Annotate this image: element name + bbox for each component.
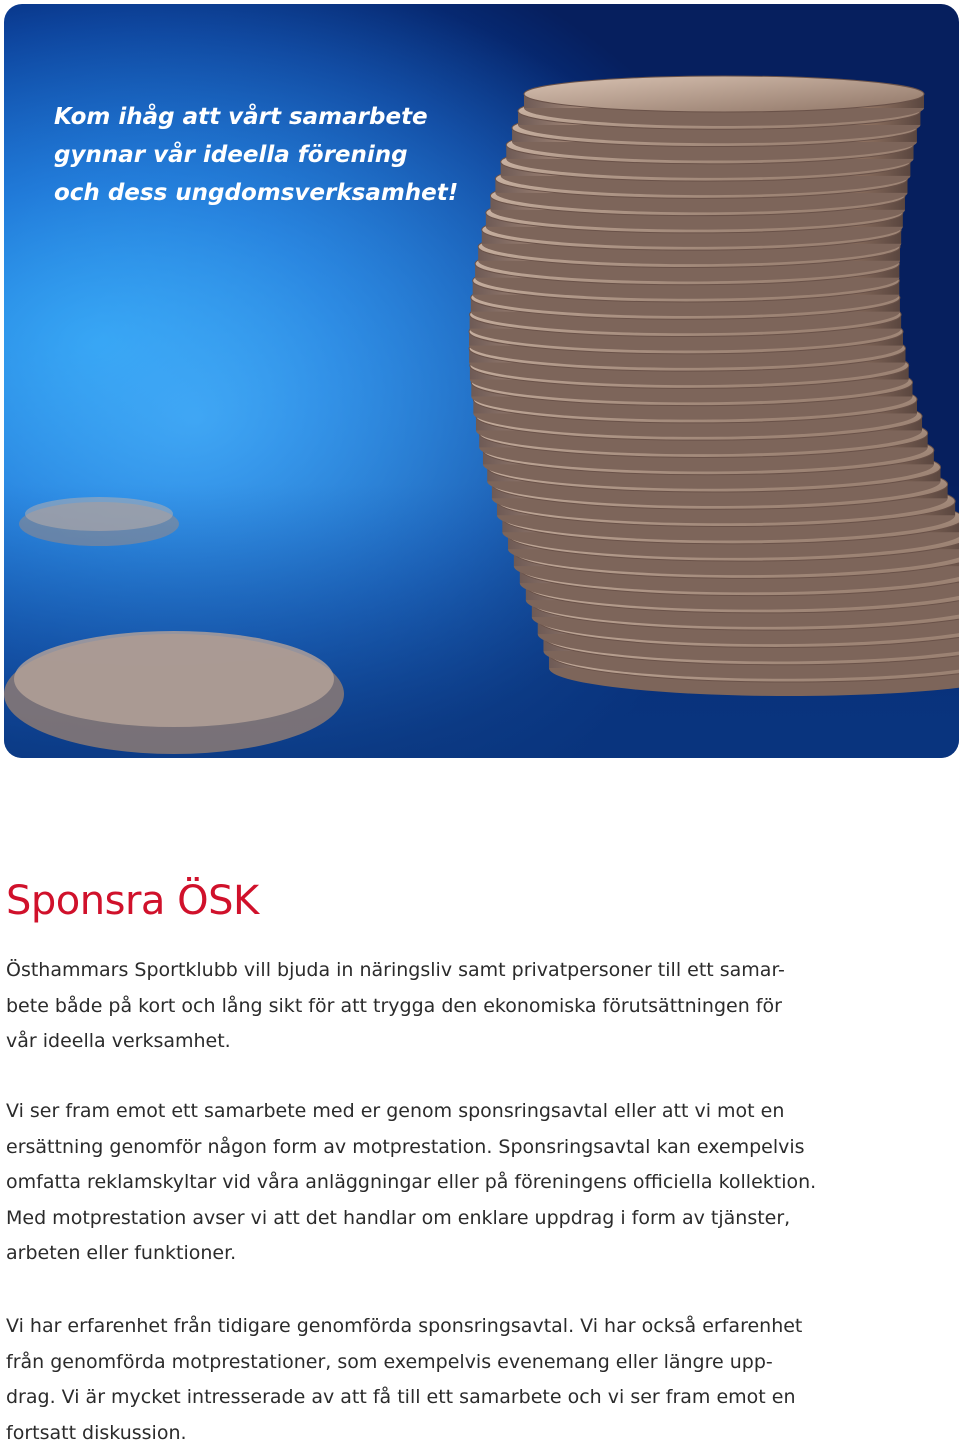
- paragraph-line: ersättning genomför någon form av motprestation. Sponsringsavtal kan exempelvis: [6, 1130, 956, 1166]
- experience-paragraph: [6, 1309, 956, 1451]
- paragraph-line: Med motprestation avser vi att det handlar om enklare uppdrag i form av tjänster,: [6, 1201, 956, 1237]
- paragraph-line: vår ideella verksamhet.: [6, 1024, 956, 1060]
- page-title: Sponsra ÖSK: [6, 878, 259, 924]
- paragraph-line: drag. Vi är mycket intresserade av att få till ett samarbete och vi ser fram emot en: [6, 1380, 956, 1416]
- hero-caption: [54, 98, 474, 212]
- intro-paragraph: [6, 953, 956, 1060]
- paragraph-line: Vi ser fram emot ett samarbete med er genom sponsringsavtal eller att vi mot en: [6, 1094, 956, 1130]
- paragraph-line: från genomförda motprestationer, som exempelvis evenemang eller längre upp-: [6, 1345, 956, 1381]
- paragraph-line: omfatta reklamskyltar vid våra anläggningar eller på föreningens officiella kollektion.: [6, 1165, 956, 1201]
- paragraph-line: Vi har erfarenhet från tidigare genomförda sponsringsavtal. Vi har också erfarenhet: [6, 1309, 956, 1345]
- hero-caption-line: och dess ungdomsverksamhet!: [54, 174, 474, 212]
- paragraph-line: arbeten eller funktioner.: [6, 1236, 956, 1272]
- hero-image: [4, 4, 959, 758]
- sponsorship-paragraph: [6, 1094, 956, 1272]
- coin-face: [524, 76, 924, 112]
- hero-caption-line: gynnar vår ideella förening: [54, 136, 474, 174]
- hero-caption-line: Kom ihåg att vårt samarbete: [54, 98, 474, 136]
- paragraph-line: bete både på kort och lång sikt för att trygga den ekonomiska förutsättningen för: [6, 989, 956, 1025]
- paragraph-line: fortsatt diskussion.: [6, 1416, 956, 1451]
- paragraph-line: Östhammars Sportklubb vill bjuda in näringsliv samt privatpersoner till ett samar-: [6, 953, 956, 989]
